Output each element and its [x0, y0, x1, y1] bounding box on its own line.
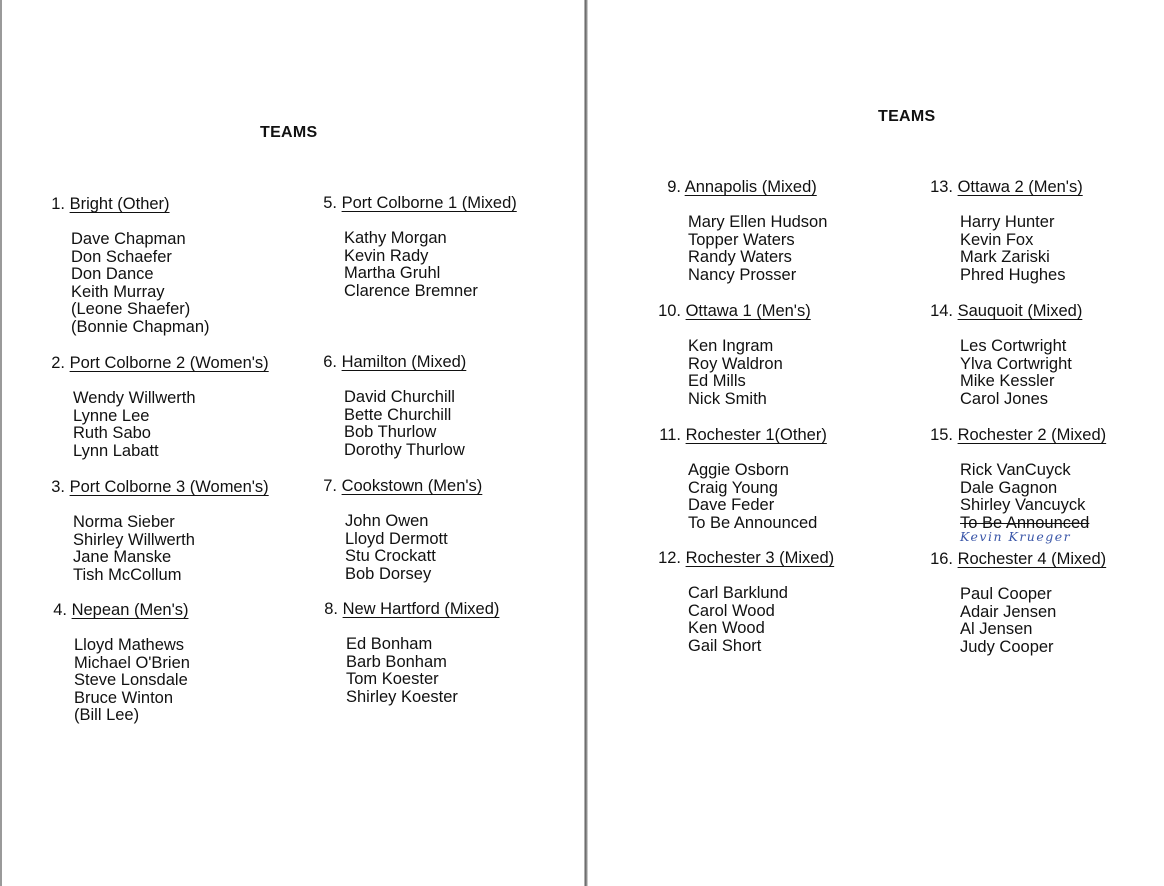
team-members [74, 637, 190, 725]
team-block-5 [320, 195, 517, 300]
member-name: Stu Crockatt [345, 547, 436, 566]
team-name: Ottawa 1 (Men's) [685, 302, 811, 320]
team-members [960, 214, 1083, 284]
team-name: New Hartford (Mixed) [342, 600, 500, 618]
team-name: Rochester 3 (Mixed) [685, 549, 835, 567]
member-name: Kevin Rady [344, 246, 429, 265]
member-name: Al Jensen [960, 620, 1033, 639]
member-name: Mary Ellen Hudson [688, 213, 828, 231]
member-name: Ylva Cortwright [960, 354, 1072, 373]
member-name: Adair Jensen [960, 602, 1057, 621]
team-block-16 [926, 551, 1106, 656]
member-name: Roy Waldron [688, 354, 783, 373]
team-members [688, 585, 834, 655]
team-number: 15. [930, 426, 953, 444]
team-heading [654, 550, 834, 572]
team-number: 10. [658, 302, 681, 320]
member-name: Rick VanCuyck [960, 461, 1071, 479]
team-name: Rochester 4 (Mixed) [957, 550, 1107, 568]
member-name: Dorothy Thurlow [344, 440, 465, 459]
member-name: Martha Gruhl [344, 264, 441, 283]
team-name: Annapolis (Mixed) [684, 178, 817, 196]
member-name: Mike Kessler [960, 372, 1055, 391]
team-name: Port Colborne 3 (Women's) [69, 478, 269, 496]
team-heading [654, 303, 811, 325]
team-block-3 [48, 479, 269, 584]
member-name: Dale Gagnon [960, 478, 1058, 497]
member-name: Carol Jones [960, 389, 1049, 408]
member-name: Ed Bonham [346, 635, 433, 653]
member-name: Shirley Willwerth [73, 530, 195, 549]
member-name: Dave Feder [688, 496, 775, 515]
member-name: Wendy Willwerth [73, 389, 196, 407]
member-name: Topper Waters [688, 230, 795, 249]
team-members [346, 636, 499, 706]
team-block-4 [48, 602, 190, 725]
member-name: Carol Wood [688, 601, 775, 620]
member-name: Tom Koester [346, 670, 439, 689]
member-name: Phred Hughes [960, 265, 1066, 284]
member-name: Harry Hunter [960, 213, 1055, 231]
member-name: Clarence Bremner [344, 281, 478, 300]
team-block-11 [654, 427, 827, 532]
team-heading [654, 427, 827, 449]
member-name: Bob Dorsey [345, 564, 432, 583]
left-page-title: TEAMS [260, 124, 318, 141]
team-members [73, 514, 269, 584]
team-block-12 [654, 550, 834, 655]
team-members [960, 338, 1082, 408]
member-name: Bruce Winton [74, 688, 174, 707]
member-name: Don Schaefer [71, 247, 172, 266]
team-name: Port Colborne 1 (Mixed) [341, 194, 517, 212]
member-name: Steve Lonsdale [74, 671, 188, 690]
team-number: 12. [658, 549, 681, 567]
member-name: Michael O'Brien [74, 653, 190, 672]
member-name: Ken Wood [688, 619, 765, 638]
team-members [960, 462, 1106, 543]
member-name: Craig Young [688, 478, 778, 497]
team-members [960, 586, 1106, 656]
team-heading [48, 479, 269, 501]
team-members [688, 462, 827, 532]
member-name: Nick Smith [688, 389, 767, 408]
member-name: Ken Ingram [688, 337, 774, 355]
team-heading [926, 303, 1082, 325]
member-name: Carl Barklund [688, 584, 788, 602]
handwritten-note: Kevin Krueger [960, 529, 1072, 545]
member-name: Dave Chapman [71, 230, 186, 248]
team-heading [48, 355, 269, 377]
team-block-1 [48, 196, 210, 337]
team-name: Sauquoit (Mixed) [957, 302, 1083, 320]
team-block-10 [654, 303, 811, 408]
team-heading [320, 195, 517, 217]
member-name: Les Cortwright [960, 337, 1067, 355]
team-members [344, 389, 466, 459]
team-block-14 [926, 303, 1082, 408]
team-name: Cookstown (Men's) [341, 477, 483, 495]
team-block-7 [320, 478, 482, 583]
team-number: 1. [51, 195, 65, 213]
team-number: 3. [51, 478, 65, 496]
team-name: Rochester 2 (Mixed) [957, 426, 1107, 444]
team-heading [48, 196, 210, 218]
member-name: (Leone Shaefer) [71, 300, 191, 319]
team-heading [926, 551, 1106, 573]
team-number: 2. [51, 354, 65, 372]
member-name: Keith Murray [71, 282, 165, 301]
team-members [345, 513, 482, 583]
member-name: Ed Mills [688, 372, 746, 391]
team-heading [926, 427, 1106, 449]
team-block-13 [926, 179, 1083, 284]
team-members [688, 214, 827, 284]
team-name: Rochester 1(Other) [685, 426, 827, 444]
member-name: Aggie Osborn [688, 461, 789, 479]
team-name: Hamilton (Mixed) [341, 353, 467, 371]
team-number: 13. [930, 178, 953, 196]
team-heading [48, 602, 190, 624]
team-block-6 [320, 354, 466, 459]
team-block-8 [320, 601, 499, 706]
member-name: Kevin Fox [960, 230, 1034, 249]
team-members [73, 390, 269, 460]
team-number: 16. [930, 550, 953, 568]
member-name: Randy Waters [688, 248, 792, 267]
team-heading [926, 179, 1083, 201]
member-name: Barb Bonham [346, 652, 447, 671]
team-block-2 [48, 355, 269, 460]
team-heading [654, 179, 827, 201]
team-number: 5. [323, 194, 337, 212]
team-name: Bright (Other) [69, 195, 170, 213]
team-heading [320, 601, 499, 623]
right-page-title: TEAMS [878, 108, 936, 125]
team-name: Port Colborne 2 (Women's) [69, 354, 269, 372]
member-name: Lynn Labatt [73, 441, 159, 460]
team-number: 11. [659, 426, 681, 444]
team-block-9 [654, 179, 827, 284]
member-name: To Be Announced [688, 513, 818, 532]
member-name: Paul Cooper [960, 585, 1052, 603]
team-block-15 [926, 427, 1106, 543]
member-name: Mark Zariski [960, 248, 1050, 267]
member-name: Bob Thurlow [344, 423, 437, 442]
member-name: Tish McCollum [73, 565, 182, 584]
team-heading [320, 478, 482, 500]
member-name: Gail Short [688, 636, 762, 655]
member-name: Bette Churchill [344, 405, 452, 424]
team-name: Ottawa 2 (Men's) [957, 178, 1083, 196]
member-name: David Churchill [344, 388, 455, 406]
team-number: 4. [53, 601, 67, 619]
member-name: Ruth Sabo [73, 424, 151, 443]
member-name: Shirley Vancuyck [960, 496, 1086, 515]
member-name-struck: To Be Announced [960, 513, 1090, 532]
right-page [590, 0, 1164, 886]
member-name: Lloyd Mathews [74, 636, 185, 654]
member-name: Don Dance [71, 265, 154, 284]
team-members [344, 230, 517, 300]
member-name: Norma Sieber [73, 513, 175, 531]
team-number: 8. [324, 600, 338, 618]
member-name: Shirley Koester [346, 687, 458, 706]
member-name: (Bill Lee) [74, 706, 140, 725]
member-name: Lynne Lee [73, 406, 150, 425]
team-members [688, 338, 811, 408]
team-members [71, 231, 210, 337]
member-name: Lloyd Dermott [345, 529, 448, 548]
member-name: (Bonnie Chapman) [71, 317, 210, 336]
team-number: 6. [323, 353, 337, 371]
team-name: Nepean (Men's) [71, 601, 189, 619]
team-number: 14. [930, 302, 953, 320]
team-heading [320, 354, 466, 376]
team-number: 7. [323, 477, 337, 495]
member-name: Kathy Morgan [344, 229, 447, 247]
member-name: Jane Manske [73, 548, 172, 567]
member-name: John Owen [345, 512, 429, 530]
team-number: 9. [667, 178, 681, 196]
member-name: Judy Cooper [960, 637, 1054, 656]
member-name: Nancy Prosser [688, 265, 797, 284]
